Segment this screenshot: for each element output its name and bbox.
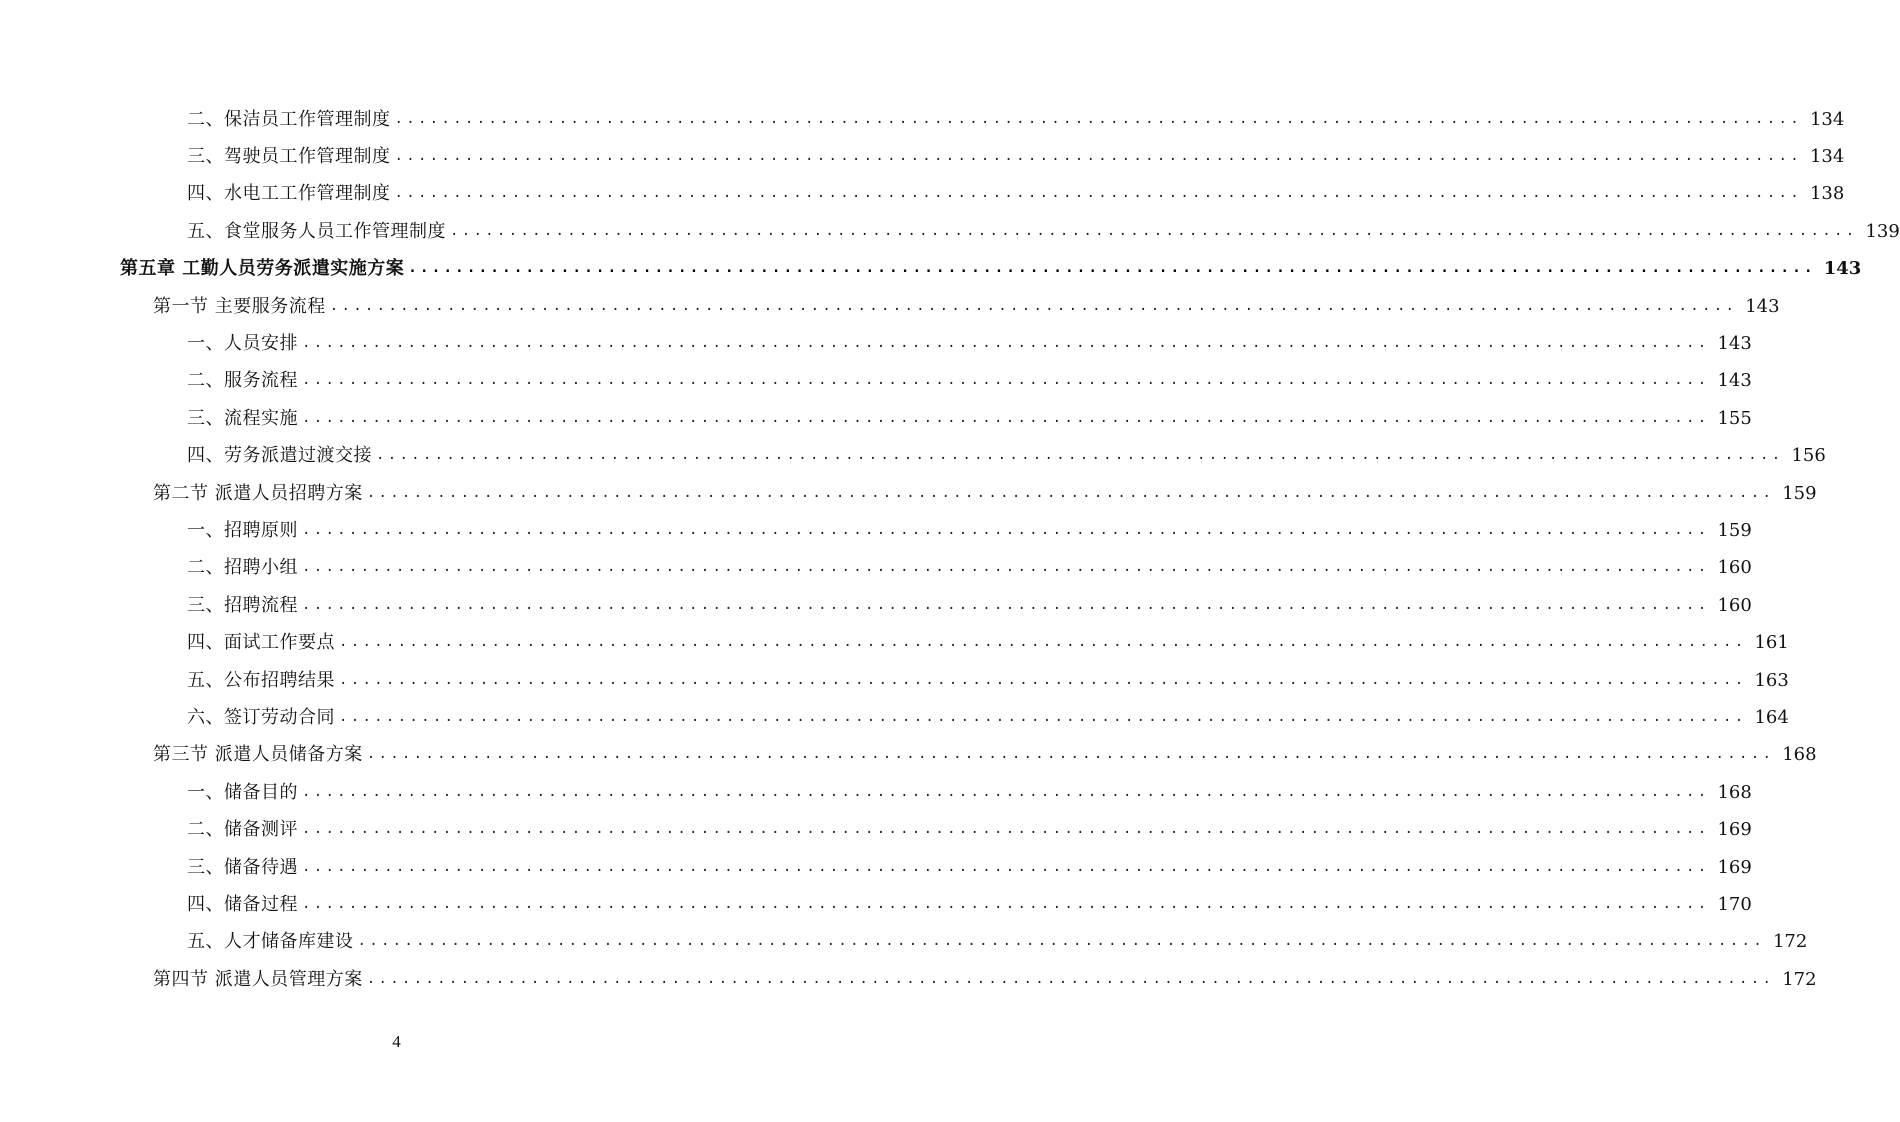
toc-entry-section[interactable]: [153, 288, 1780, 325]
toc-entry-page-number: 134: [1809, 108, 1845, 130]
toc-entry-page-number: 159: [1717, 519, 1752, 541]
toc-entry-title: 三、流程实施: [187, 407, 298, 429]
toc-dot-leader: ........................................................................................................................: [302, 895, 1710, 912]
toc-entry-item[interactable]: [187, 774, 1752, 811]
toc-dot-leader: ........................................................................................................................: [339, 634, 1747, 651]
toc-entry-item[interactable]: [187, 325, 1752, 362]
toc-entry-title: 二、招聘小组: [187, 557, 298, 579]
toc-entry-page-number: 159: [1782, 482, 1817, 504]
toc-entry-title: 四、面试工作要点: [187, 632, 335, 654]
toc-entry-title: 六、签订劳动合同: [187, 706, 335, 728]
toc-entry-title: 一、人员安排: [187, 332, 298, 354]
toc-entry-title: 五、公布招聘结果: [187, 669, 335, 691]
toc-entry-page-number: 170: [1717, 893, 1752, 915]
toc-entry-page-number: 156: [1791, 445, 1826, 467]
toc-entry-item[interactable]: [187, 101, 1845, 138]
toc-entry-page-number: 168: [1782, 744, 1817, 766]
toc-dot-leader: ........................................................................................................................: [302, 821, 1710, 838]
toc-entry-page-number: 139: [1865, 220, 1900, 242]
toc-entry-chapter[interactable]: [120, 250, 1862, 287]
toc-dot-leader: ........................................................................................................................: [302, 596, 1710, 613]
toc-entry-title: 四、储备过程: [187, 893, 298, 915]
toc-entry-title: 三、驾驶员工作管理制度: [187, 145, 391, 167]
toc-entry-item[interactable]: [187, 662, 1789, 699]
toc-entry-page-number: 143: [1823, 258, 1862, 280]
toc-entry-item[interactable]: [187, 213, 1900, 250]
toc-entry-title: 第二节 派遣人员招聘方案: [153, 482, 363, 504]
toc-entry-title: 第三节 派遣人员储备方案: [153, 744, 363, 766]
toc-dot-leader: ........................................................................................................................: [302, 783, 1710, 800]
toc-entry-item[interactable]: [187, 624, 1789, 661]
toc-entry-item[interactable]: [187, 549, 1752, 586]
toc-dot-leader: ........................................................................................................................: [357, 933, 1765, 950]
toc-entry-title: 二、储备测评: [187, 819, 298, 841]
toc-dot-leader: ........................................................................................................................: [339, 708, 1747, 725]
toc-dot-leader: ........................................................................................................................: [339, 671, 1747, 688]
toc-entry-item[interactable]: [187, 587, 1752, 624]
toc-entry-section[interactable]: [153, 736, 1817, 773]
toc-entry-title: 三、招聘流程: [187, 594, 298, 616]
toc-entry-item[interactable]: [187, 512, 1752, 549]
toc-entry-page-number: 169: [1717, 819, 1752, 841]
toc-dot-leader: ........................................................................................................................: [366, 970, 1775, 987]
toc-entry-title: 四、水电工工作管理制度: [187, 183, 391, 205]
toc-entry-item[interactable]: [187, 699, 1789, 736]
toc-dot-leader: ........................................................................................................................: [366, 484, 1775, 501]
toc-dot-leader: ........................................................................................................................: [302, 559, 1710, 576]
toc-dot-leader: ........................................................................................................................: [450, 222, 1858, 239]
toc-dot-leader: ........................................................................................................................: [302, 409, 1710, 426]
toc-entry-page-number: 160: [1717, 557, 1752, 579]
toc-entry-page-number: 163: [1754, 669, 1789, 691]
toc-dot-leader: ........................................................................................................................: [329, 297, 1738, 314]
toc-entry-item[interactable]: [187, 849, 1752, 886]
toc-entry-title: 四、劳务派遣过渡交接: [187, 445, 372, 467]
toc-entry-page-number: 155: [1717, 407, 1752, 429]
toc-entry-page-number: 164: [1754, 706, 1789, 728]
toc-entry-title: 五、食堂服务人员工作管理制度: [187, 220, 446, 242]
toc-entry-page-number: 143: [1717, 332, 1752, 354]
toc-entry-page-number: 168: [1717, 781, 1752, 803]
toc-entry-page-number: 143: [1717, 370, 1752, 392]
toc-entry-title: 二、保洁员工作管理制度: [187, 108, 391, 130]
toc-dot-leader: ........................................................................................................................: [302, 372, 1710, 389]
toc-entry-page-number: 138: [1809, 183, 1845, 205]
toc-entry-title: 第四节 派遣人员管理方案: [153, 968, 363, 990]
toc-entry-section[interactable]: [153, 475, 1817, 512]
toc-dot-leader: ........................................................................................................................: [394, 110, 1802, 127]
toc-entry-title: 三、储备待遇: [187, 856, 298, 878]
toc-entry-page-number: 160: [1717, 594, 1752, 616]
toc-entry-title: 一、储备目的: [187, 781, 298, 803]
toc-dot-leader: ........................................................................................................................: [366, 746, 1775, 763]
toc-dot-leader: ........................................................................................................................: [302, 858, 1710, 875]
toc-entry-item[interactable]: [187, 400, 1752, 437]
toc-entry-item[interactable]: [187, 811, 1752, 848]
toc-entry-section[interactable]: [153, 961, 1817, 998]
toc-dot-leader: ........................................................................................................................: [408, 260, 1816, 277]
toc-entry-page-number: 134: [1809, 145, 1845, 167]
toc-dot-leader: ........................................................................................................................: [302, 521, 1710, 538]
toc-dot-leader: ........................................................................................................................: [376, 447, 1784, 464]
toc-entry-item[interactable]: [187, 362, 1752, 399]
toc-entry-item[interactable]: [187, 437, 1826, 474]
toc-entry-title: 第五章 工勤人员劳务派遣实施方案: [120, 258, 405, 280]
toc-entry-item[interactable]: [187, 175, 1845, 212]
toc-dot-leader: ........................................................................................................................: [302, 334, 1710, 351]
toc-entry-item[interactable]: [187, 923, 1808, 960]
page-number: 4: [392, 1032, 401, 1051]
toc-entry-title: 第一节 主要服务流程: [153, 295, 326, 317]
toc-entry-title: 一、招聘原则: [187, 519, 298, 541]
toc-entry-page-number: 172: [1782, 968, 1817, 990]
toc-entry-page-number: 172: [1772, 931, 1808, 953]
toc-dot-leader: ........................................................................................................................: [394, 147, 1802, 164]
toc-entry-page-number: 143: [1745, 295, 1780, 317]
toc-dot-leader: ........................................................................................................................: [394, 185, 1802, 202]
toc-entry-title: 五、人才储备库建设: [187, 931, 354, 953]
toc-entry-page-number: 161: [1754, 632, 1789, 654]
toc-entry-item[interactable]: [187, 138, 1845, 175]
toc-entry-item[interactable]: [187, 886, 1752, 923]
toc-entry-title: 二、服务流程: [187, 370, 298, 392]
toc-entry-page-number: 169: [1717, 856, 1752, 878]
